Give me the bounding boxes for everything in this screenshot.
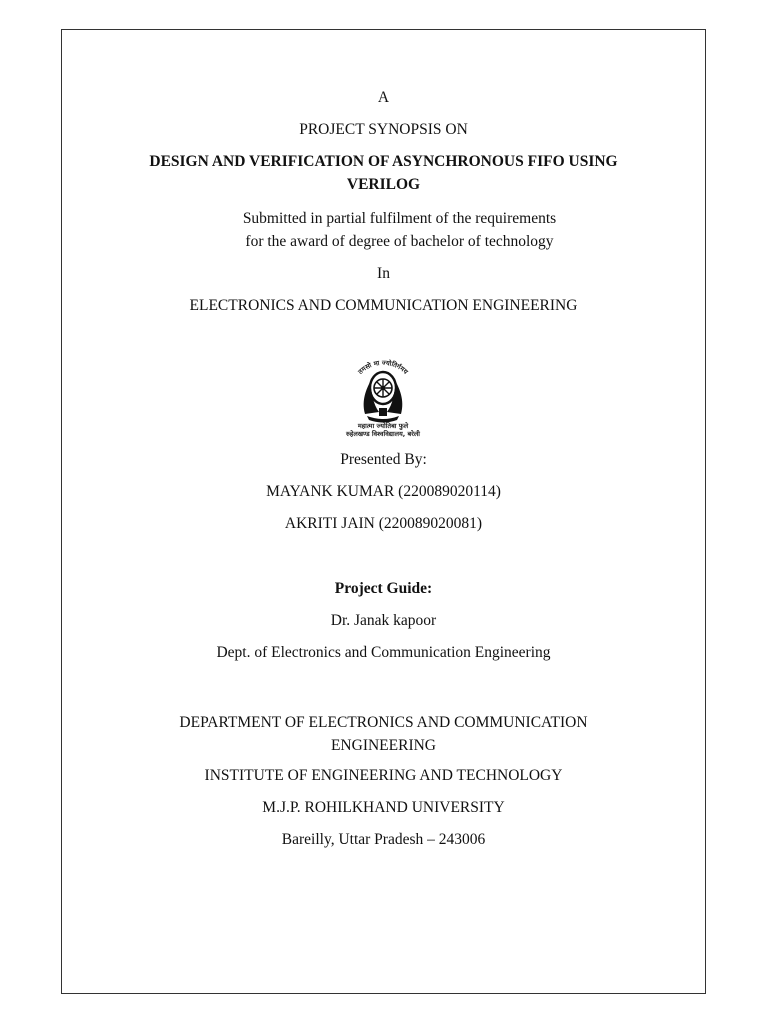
project-guide-label: Project Guide:	[334, 580, 433, 597]
branch-name: ELECTRONICS AND COMMUNICATION ENGINEERING	[189, 297, 578, 314]
presented-by-label: Presented By:	[340, 451, 427, 468]
guide-department: Dept. of Electronics and Communication Engineering	[216, 644, 551, 661]
page-border	[61, 29, 706, 994]
emblem-motto-line-1: महात्मा ज्योतिबा फुले	[357, 422, 409, 430]
in-label: In	[377, 265, 390, 282]
department-line-1: DEPARTMENT OF ELECTRONICS AND COMMUNICATION	[179, 714, 588, 731]
student-2: AKRITI JAIN (220089020081)	[284, 515, 483, 532]
svg-text:तमसो मा ज्योतिर्गमय: तमसो मा ज्योतिर्गमय	[356, 358, 410, 376]
institute-name: INSTITUTE OF ENGINEERING AND TECHNOLOGY	[204, 767, 563, 784]
department-line-2: ENGINEERING	[330, 737, 437, 754]
emblem-motto-line-2: रुहेलखण्ड विश्वविद्यालय, बरेली	[345, 430, 420, 438]
submitted-line-2: for the award of degree of bachelor of technology	[245, 233, 554, 250]
guide-name: Dr. Janak kapoor	[330, 612, 437, 629]
synopsis-label: PROJECT SYNOPSIS ON	[299, 121, 468, 138]
university-name: M.J.P. ROHILKHAND UNIVERSITY	[262, 799, 505, 816]
project-title-line-2: VERILOG	[346, 176, 421, 193]
intro-text: A	[377, 89, 390, 106]
student-1: MAYANK KUMAR (220089020114)	[266, 483, 501, 500]
submitted-line-1: Submitted in partial fulfilment of the requirements	[242, 210, 557, 227]
university-address: Bareilly, Uttar Pradesh – 243006	[281, 831, 486, 848]
project-title-line-1: DESIGN AND VERIFICATION OF ASYNCHRONOUS FIFO USING	[149, 153, 618, 170]
